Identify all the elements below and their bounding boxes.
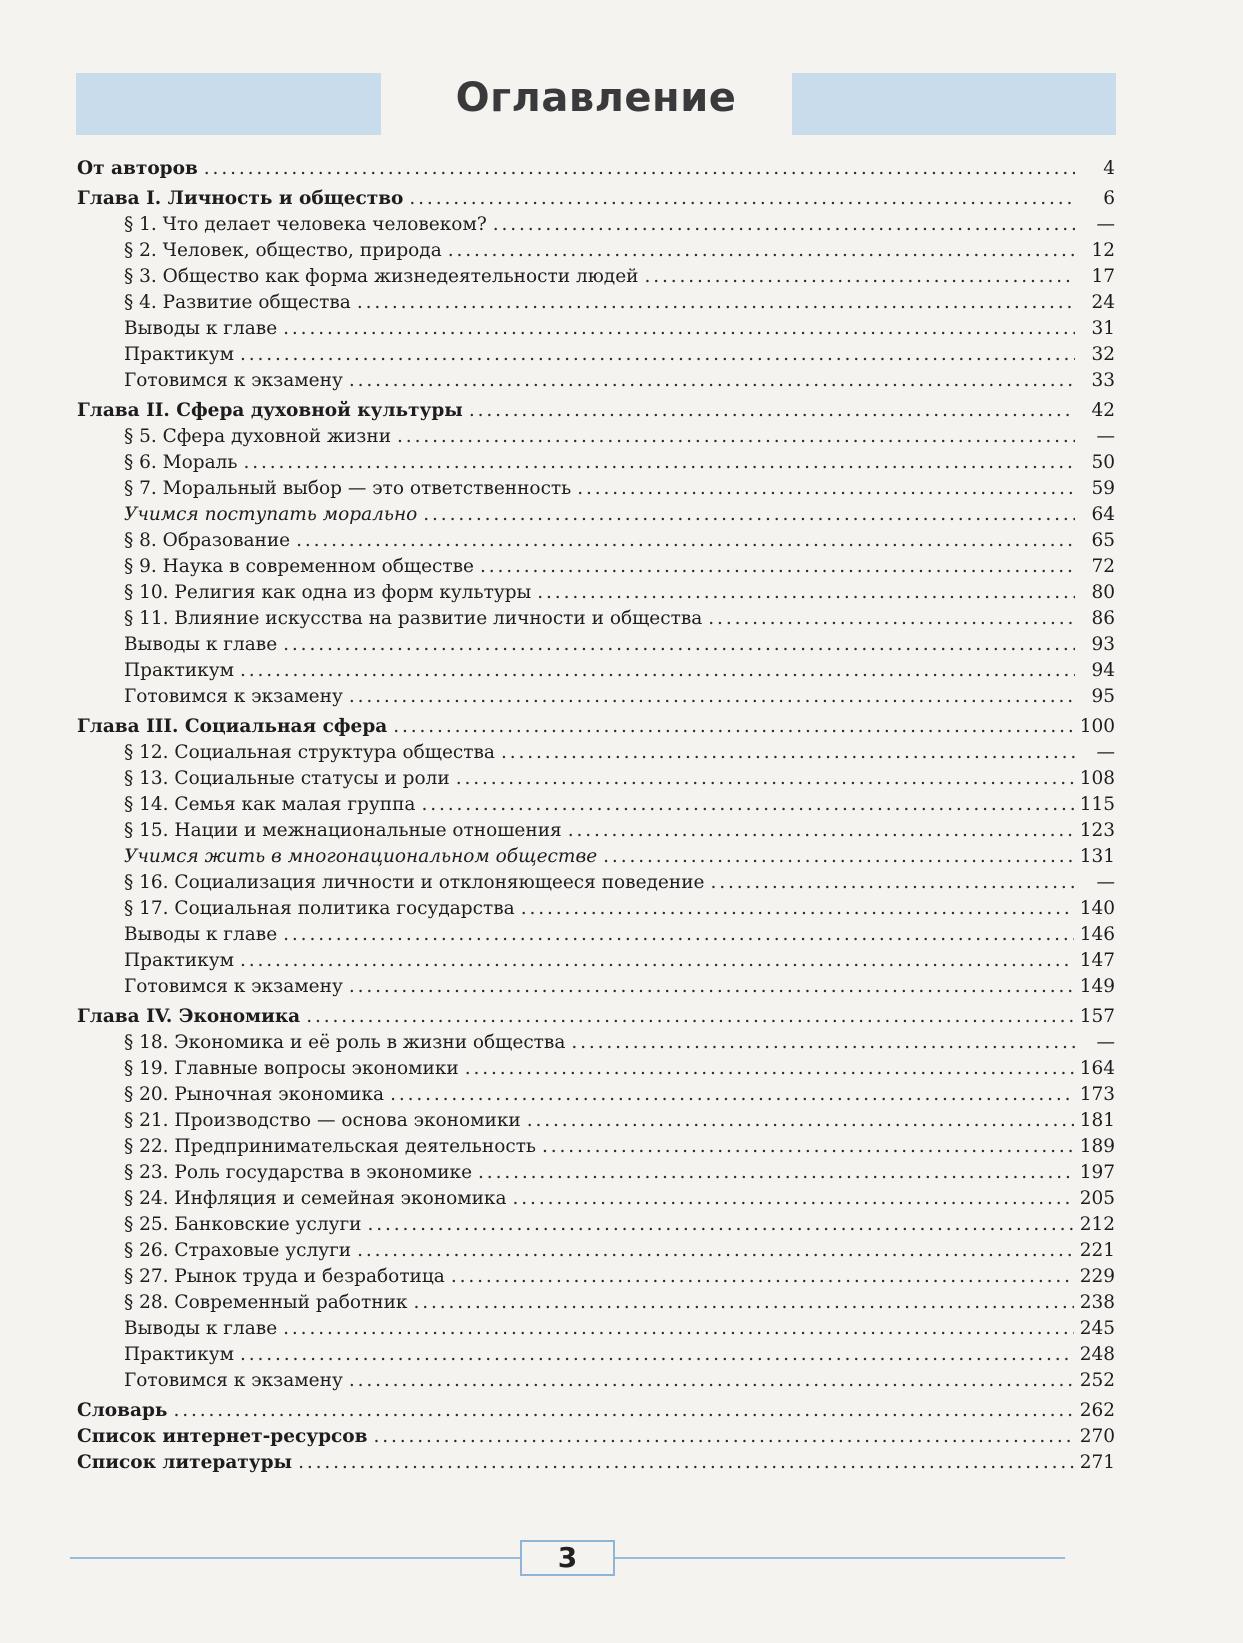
toc-leader-dots <box>283 922 1074 948</box>
toc-entry-label: Практикум <box>124 660 234 681</box>
toc-entry-label: Готовимся к экзамену <box>124 686 343 707</box>
toc-entry[interactable] <box>77 1212 1115 1238</box>
toc-leader-dots <box>390 1082 1074 1108</box>
toc-entry[interactable] <box>77 476 1115 502</box>
toc-entry[interactable] <box>77 528 1115 554</box>
toc-entry-label: § 26. Страховые услуги <box>124 1240 352 1261</box>
toc-entry[interactable] <box>77 1342 1115 1368</box>
toc-leader-dots <box>478 1160 1074 1186</box>
toc-leader-dots <box>421 792 1073 818</box>
toc-leader-dots <box>644 264 1075 290</box>
toc-entry-page: 86 <box>1091 608 1115 629</box>
toc-entry[interactable] <box>77 870 1115 896</box>
toc-entry-page: 6 <box>1103 188 1115 209</box>
toc-leader-dots <box>368 1212 1074 1238</box>
toc-entry-page: 42 <box>1091 400 1115 421</box>
toc-entry[interactable] <box>77 922 1115 948</box>
toc-leader-dots <box>283 1316 1074 1342</box>
toc-leader-dots <box>521 896 1074 922</box>
toc-entry-page: 197 <box>1079 1162 1115 1183</box>
toc-entry-label: § 13. Социальные статусы и роли <box>124 768 450 789</box>
toc-entry-page: 189 <box>1079 1136 1115 1157</box>
toc-entry[interactable] <box>77 398 1115 424</box>
toc-leader-dots <box>283 632 1075 658</box>
toc-entry[interactable] <box>77 1368 1115 1394</box>
toc-leader-dots <box>465 1056 1074 1082</box>
toc-leader-dots <box>480 554 1075 580</box>
toc-leader-dots <box>542 1134 1074 1160</box>
toc-entry-page: 270 <box>1079 1426 1115 1447</box>
toc-entry-page: 271 <box>1079 1452 1115 1473</box>
toc-entry-label: Выводы к главе <box>124 1318 278 1339</box>
toc-entry-page: 205 <box>1079 1188 1115 1209</box>
toc-entry-label: Глава IV. Экономика <box>77 1006 301 1027</box>
footer-rule-right <box>615 1557 1065 1559</box>
toc-entry[interactable] <box>77 948 1115 974</box>
toc-entry-page: 72 <box>1091 556 1115 577</box>
toc-entry-page: 50 <box>1091 452 1115 473</box>
toc-leader-dots <box>577 476 1075 502</box>
toc-entry-label: § 9. Наука в современном обществе <box>124 556 474 577</box>
toc-leader-dots <box>240 948 1074 974</box>
toc-leader-dots <box>397 424 1075 450</box>
toc-entry-label: § 20. Рыночная экономика <box>124 1084 385 1105</box>
toc-leader-dots <box>298 1450 1074 1476</box>
toc-entry-label: § 16. Социализация личности и отклоняющееся поведение <box>124 872 705 893</box>
toc-leader-dots <box>296 528 1075 554</box>
toc-entry[interactable] <box>77 238 1115 264</box>
toc-entry-page: 115 <box>1079 794 1115 815</box>
toc-entry-page: 32 <box>1091 344 1115 365</box>
toc-entry-page: 100 <box>1079 716 1115 737</box>
toc-leader-dots <box>469 398 1075 424</box>
toc-entry-page: 95 <box>1091 686 1115 707</box>
toc-entry-label: § 23. Роль государства в экономике <box>124 1162 473 1183</box>
toc-entry-label: § 12. Социальная структура общества <box>124 742 495 763</box>
table-of-contents <box>77 156 1115 1476</box>
toc-entry-page: — <box>1096 1032 1115 1053</box>
toc-entry-page: 108 <box>1079 768 1115 789</box>
toc-entry[interactable] <box>77 1450 1115 1476</box>
toc-entry-label: § 2. Человек, общество, природа <box>124 240 442 261</box>
toc-entry-label: Глава I. Личность и общество <box>77 188 404 209</box>
toc-entry-page: 65 <box>1091 530 1115 551</box>
toc-leader-dots <box>349 684 1075 710</box>
toc-entry-label: Выводы к главе <box>124 318 278 339</box>
toc-leader-dots <box>240 658 1075 684</box>
toc-entry-label: § 19. Главные вопросы экономики <box>124 1058 459 1079</box>
toc-entry-label: Практикум <box>124 344 234 365</box>
toc-entry-page: 245 <box>1079 1318 1115 1339</box>
toc-entry[interactable] <box>77 1108 1115 1134</box>
toc-entry-label: § 10. Религия как одна из форм культуры <box>124 582 532 603</box>
toc-leader-dots <box>349 368 1075 394</box>
toc-entry-label: Выводы к главе <box>124 634 278 655</box>
toc-entry[interactable] <box>77 316 1115 342</box>
toc-entry-label: § 27. Рынок труда и безработица <box>124 1266 445 1287</box>
footer-rule-left <box>70 1557 520 1559</box>
toc-entry-label: § 3. Общество как форма жизнедеятельности людей <box>124 266 639 287</box>
toc-entry-label: Готовимся к экзамену <box>124 1370 343 1391</box>
toc-entry-label: § 15. Нации и межнациональные отношения <box>124 820 562 841</box>
toc-entry-label: § 18. Экономика и её роль в жизни общества <box>124 1032 566 1053</box>
toc-entry[interactable] <box>77 1160 1115 1186</box>
toc-entry[interactable] <box>77 792 1115 818</box>
toc-entry[interactable] <box>77 1030 1115 1056</box>
toc-entry[interactable] <box>77 1424 1115 1450</box>
toc-entry[interactable] <box>77 1264 1115 1290</box>
title-bar <box>76 73 1116 135</box>
toc-entry[interactable] <box>77 1186 1115 1212</box>
toc-entry-label: § 14. Семья как малая группа <box>124 794 416 815</box>
toc-leader-dots <box>603 844 1074 870</box>
toc-leader-dots <box>513 1186 1074 1212</box>
toc-entry-page: 140 <box>1079 898 1115 919</box>
page-title: Оглавление <box>455 75 737 121</box>
toc-entry[interactable] <box>77 342 1115 368</box>
toc-entry[interactable] <box>77 450 1115 476</box>
toc-entry-label: Практикум <box>124 950 234 971</box>
toc-leader-dots <box>349 1368 1074 1394</box>
toc-leader-dots <box>243 450 1075 476</box>
toc-entry-label: Готовимся к экзамену <box>124 976 343 997</box>
toc-leader-dots <box>306 1004 1074 1030</box>
toc-leader-dots <box>357 1238 1074 1264</box>
toc-leader-dots <box>413 1290 1073 1316</box>
toc-entry[interactable] <box>77 1082 1115 1108</box>
toc-entry-page: 212 <box>1079 1214 1115 1235</box>
toc-entry-page: — <box>1096 742 1115 763</box>
toc-entry-page: 146 <box>1079 924 1115 945</box>
toc-entry-label: § 11. Влияние искусства на развитие личности и общества <box>124 608 703 629</box>
toc-entry[interactable] <box>77 818 1115 844</box>
toc-entry-page: 262 <box>1079 1400 1115 1421</box>
toc-leader-dots <box>568 818 1074 844</box>
toc-entry[interactable] <box>77 186 1115 212</box>
toc-entry-label: Словарь <box>77 1400 168 1421</box>
toc-entry[interactable] <box>77 606 1115 632</box>
toc-entry-label: Выводы к главе <box>124 924 278 945</box>
toc-leader-dots <box>537 580 1075 606</box>
toc-entry[interactable] <box>77 766 1115 792</box>
page-number: 3 <box>520 1540 615 1576</box>
toc-entry[interactable] <box>77 1056 1115 1082</box>
toc-entry-page: 24 <box>1091 292 1115 313</box>
toc-entry[interactable] <box>77 424 1115 450</box>
toc-entry-label: Глава II. Сфера духовной культуры <box>77 400 463 421</box>
toc-entry-page: 221 <box>1079 1240 1115 1261</box>
toc-leader-dots <box>393 714 1073 740</box>
toc-leader-dots <box>173 1398 1073 1424</box>
toc-entry-page: 181 <box>1079 1110 1115 1131</box>
toc-entry[interactable] <box>77 290 1115 316</box>
toc-entry-page: 147 <box>1079 950 1115 971</box>
toc-entry-page: — <box>1096 426 1115 447</box>
toc-entry-page: 4 <box>1103 158 1115 179</box>
toc-leader-dots <box>571 1030 1075 1056</box>
toc-entry[interactable] <box>77 684 1115 710</box>
toc-entry-label: § 4. Развитие общества <box>124 292 351 313</box>
toc-entry-page: 94 <box>1091 660 1115 681</box>
toc-entry[interactable] <box>77 156 1115 182</box>
toc-entry-page: 229 <box>1079 1266 1115 1287</box>
toc-entry[interactable] <box>77 844 1115 870</box>
toc-entry-page: 131 <box>1079 846 1115 867</box>
toc-entry[interactable] <box>77 554 1115 580</box>
toc-leader-dots <box>448 238 1075 264</box>
toc-leader-dots <box>527 1108 1074 1134</box>
toc-entry-label: § 28. Современный работник <box>124 1292 408 1313</box>
toc-entry-page: 173 <box>1079 1084 1115 1105</box>
toc-entry[interactable] <box>77 714 1115 740</box>
toc-entry[interactable] <box>77 1134 1115 1160</box>
toc-entry-label: § 25. Банковские услуги <box>124 1214 362 1235</box>
toc-entry-page: 93 <box>1091 634 1115 655</box>
toc-entry-page: — <box>1096 214 1115 235</box>
toc-entry-page: — <box>1096 872 1115 893</box>
toc-entry-label: От авторов <box>77 158 198 179</box>
toc-leader-dots <box>357 290 1075 316</box>
toc-entry-page: 157 <box>1079 1006 1115 1027</box>
toc-leader-dots <box>240 1342 1074 1368</box>
toc-leader-dots <box>708 606 1075 632</box>
toc-entry-label: § 8. Образование <box>124 530 291 551</box>
toc-entry[interactable] <box>77 974 1115 1000</box>
toc-leader-dots <box>204 156 1075 182</box>
toc-entry-page: 238 <box>1079 1292 1115 1313</box>
toc-entry-label: § 21. Производство — основа экономики <box>124 1110 521 1131</box>
toc-entry-page: 252 <box>1079 1370 1115 1391</box>
toc-entry-label: Список литературы <box>77 1452 293 1473</box>
toc-entry-page: 31 <box>1091 318 1115 339</box>
toc-entry-page: 123 <box>1079 820 1115 841</box>
toc-entry-page: 149 <box>1079 976 1115 997</box>
toc-entry-label: Практикум <box>124 1344 234 1365</box>
toc-entry-label: Готовимся к экзамену <box>124 370 343 391</box>
toc-entry-label: § 5. Сфера духовной жизни <box>124 426 392 447</box>
toc-entry-label: § 22. Предпринимательская деятельность <box>124 1136 536 1157</box>
toc-entry[interactable] <box>77 1316 1115 1342</box>
toc-leader-dots <box>501 740 1075 766</box>
toc-entry-label: § 6. Мораль <box>124 452 238 473</box>
toc-entry-page: 12 <box>1091 240 1115 261</box>
toc-entry-label: Глава III. Социальная сфера <box>77 716 388 737</box>
toc-entry-label: Учимся жить в многонациональном обществе <box>124 846 598 867</box>
toc-entry[interactable] <box>77 1290 1115 1316</box>
toc-entry-page: 64 <box>1091 504 1115 525</box>
toc-entry[interactable] <box>77 896 1115 922</box>
toc-entry[interactable] <box>77 1398 1115 1424</box>
toc-leader-dots <box>456 766 1074 792</box>
toc-leader-dots <box>493 212 1075 238</box>
toc-leader-dots <box>451 1264 1074 1290</box>
toc-leader-dots <box>349 974 1074 1000</box>
toc-entry[interactable] <box>77 264 1115 290</box>
toc-leader-dots <box>409 186 1075 212</box>
toc-entry[interactable] <box>77 368 1115 394</box>
toc-entry-page: 33 <box>1091 370 1115 391</box>
toc-entry[interactable] <box>77 658 1115 684</box>
toc-leader-dots <box>373 1424 1073 1450</box>
toc-entry-page: 248 <box>1079 1344 1115 1365</box>
toc-entry-label: § 7. Моральный выбор — это ответственность <box>124 478 572 499</box>
toc-entry-label: § 1. Что делает человека человеком? <box>124 214 487 235</box>
toc-entry-page: 80 <box>1091 582 1115 603</box>
toc-entry[interactable] <box>77 1004 1115 1030</box>
toc-entry[interactable] <box>77 1238 1115 1264</box>
toc-entry-label: Список интернет-ресурсов <box>77 1426 368 1447</box>
toc-entry[interactable] <box>77 740 1115 766</box>
toc-entry-label: Учимся поступать морально <box>124 504 418 525</box>
toc-entry[interactable] <box>77 502 1115 528</box>
toc-entry-page: 59 <box>1091 478 1115 499</box>
toc-leader-dots <box>240 342 1075 368</box>
toc-entry[interactable] <box>77 580 1115 606</box>
toc-entry[interactable] <box>77 212 1115 238</box>
toc-entry[interactable] <box>77 632 1115 658</box>
toc-leader-dots <box>283 316 1075 342</box>
toc-entry-label: § 24. Инфляция и семейная экономика <box>124 1188 507 1209</box>
toc-entry-page: 17 <box>1091 266 1115 287</box>
toc-entry-page: 164 <box>1079 1058 1115 1079</box>
toc-leader-dots <box>710 870 1075 896</box>
toc-entry-label: § 17. Социальная политика государства <box>124 898 515 919</box>
toc-leader-dots <box>423 502 1075 528</box>
